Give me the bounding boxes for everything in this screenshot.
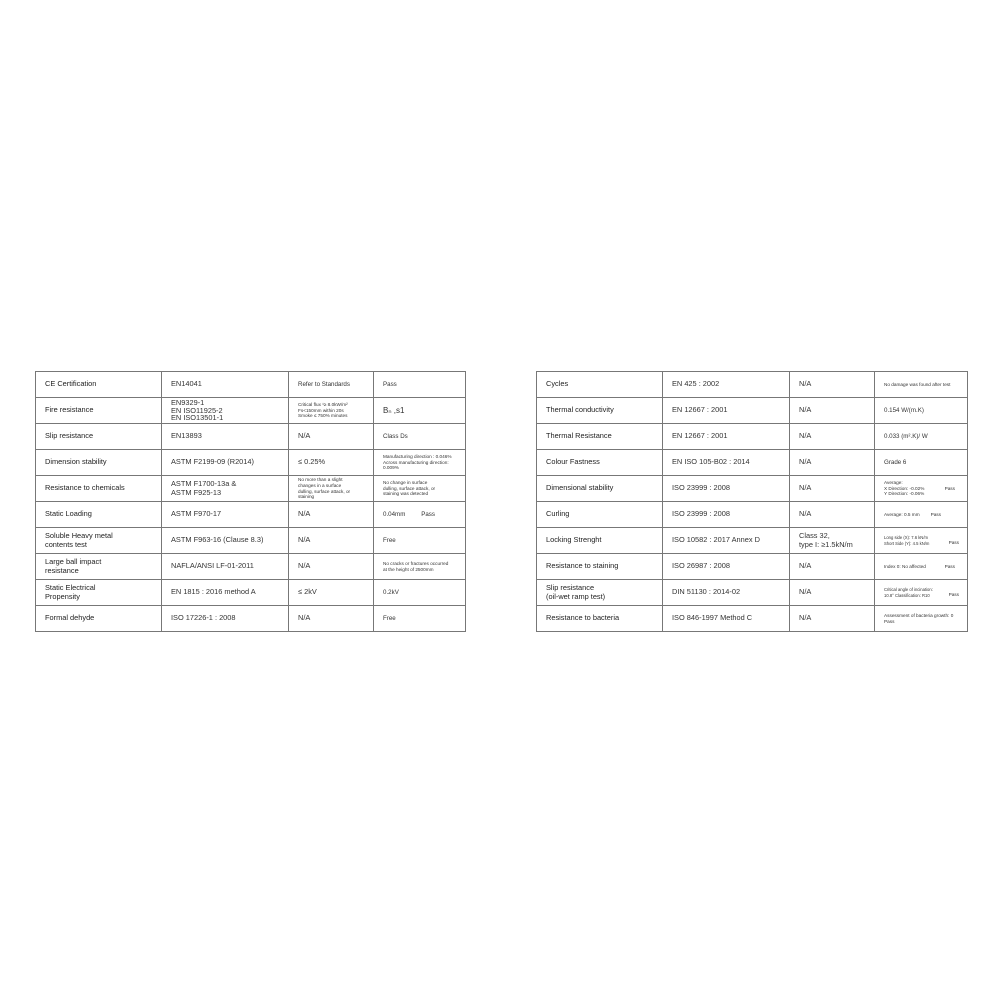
requirement-line: Class 32, [799, 530, 830, 540]
standard-cell: DIN 51130 : 2014-02 [663, 580, 790, 606]
requirement-cell: N/A [790, 424, 875, 450]
result-cell: Pass [374, 372, 466, 398]
result-cell [374, 450, 466, 476]
result-status: Pass [948, 591, 959, 597]
table-row [36, 606, 466, 632]
result-line: Long side (X): 7.6 kN/m [884, 535, 928, 541]
table-row [36, 528, 466, 554]
standard-cell: EN ISO 105-B02 : 2014 [663, 450, 790, 476]
table-row [36, 580, 466, 606]
table-row [36, 372, 466, 398]
standard-cell: ASTM F963-16 (Clause 8.3) [162, 528, 289, 554]
requirement-cell: N/A [790, 450, 875, 476]
requirement-line: Fs<150mm within 20s [298, 407, 344, 413]
standard-line: EN9329-1 [171, 397, 205, 407]
property-line: (oil-wet ramp test) [546, 591, 606, 601]
table-row [537, 502, 968, 528]
table-row [537, 424, 968, 450]
result-cell: Bₙ ,s1 [374, 398, 466, 424]
table-row [36, 554, 466, 580]
result-cell [875, 554, 968, 580]
result-line: No change in surface [383, 480, 428, 486]
result-cell [875, 502, 968, 528]
table-row [36, 424, 466, 450]
result-cell: 0.033 (m².K)/ W [875, 424, 968, 450]
requirement-cell: ≤ 2kV [289, 580, 374, 606]
spec-table-right [536, 371, 968, 632]
requirement-line: type I: ≥1.5kN/m [799, 539, 853, 549]
standard-line: EN ISO13501-1 [171, 413, 224, 423]
table-row [537, 528, 968, 554]
result-line: 10.8° Classification: R10 [884, 592, 930, 598]
property-cell: Resistance to bacteria [537, 606, 663, 632]
result-cell: Free [374, 606, 466, 632]
result-cell: 0.2kV [374, 580, 466, 606]
property-cell [537, 580, 663, 606]
property-cell: Locking Strenght [537, 528, 663, 554]
requirement-cell: N/A [790, 580, 875, 606]
requirement-cell: N/A [289, 606, 374, 632]
property-cell: Colour Fastness [537, 450, 663, 476]
result-status: Pass [944, 485, 955, 491]
property-cell: Cycles [537, 372, 663, 398]
property-line: Soluble Heavy metal [45, 530, 113, 540]
result-cell [374, 554, 466, 580]
result-cell: Class Ds [374, 424, 466, 450]
table-row [537, 398, 968, 424]
standard-cell: ISO 23999 : 2008 [663, 502, 790, 528]
standard-cell: ASTM F970-17 [162, 502, 289, 528]
property-line: Propensity [45, 591, 80, 601]
standard-line: EN ISO11925-2 [171, 405, 223, 415]
requirement-line: staining [298, 494, 315, 500]
property-cell: Static Loading [36, 502, 162, 528]
result-cell [875, 580, 968, 606]
requirement-line: No more than a slight [298, 477, 343, 483]
table-row [537, 606, 968, 632]
property-line: Slip resistance [546, 582, 595, 592]
result-line: dulling, surface attack, or [383, 485, 436, 491]
requirement-line: changes in a surface [298, 482, 342, 488]
result-line: Critical angle of incination: [884, 587, 933, 593]
standard-line: ASTM F1700-13a & [171, 478, 237, 488]
requirement-line: dulling, surface attack, or [298, 488, 351, 494]
table-row [36, 398, 466, 424]
table-row [36, 502, 466, 528]
requirement-cell [289, 476, 374, 502]
property-line: Static Electrical [45, 582, 96, 592]
standard-cell: EN 1815 : 2016 method A [162, 580, 289, 606]
standard-line: ASTM F925-13 [171, 487, 222, 497]
result-cell [875, 528, 968, 554]
requirement-line: Critical flux ¹≥ 8.0kW/m² [298, 402, 348, 408]
result-status: Pass [944, 563, 955, 569]
result-cell [875, 606, 968, 632]
table-row [537, 372, 968, 398]
result-cell: Free [374, 528, 466, 554]
result-status: Pass [421, 510, 435, 518]
result-line: Average: [884, 480, 903, 486]
standard-cell: EN 12667 : 2001 [663, 424, 790, 450]
standard-cell: ISO 23999 : 2008 [663, 476, 790, 502]
requirement-cell: N/A [289, 424, 374, 450]
result-status: Pass [930, 511, 941, 517]
result-line: Pass [884, 618, 895, 624]
property-cell [36, 580, 162, 606]
result-line: X Direction: -0.02% [884, 485, 925, 491]
standard-cell: ISO 10582 : 2017 Annex D [663, 528, 790, 554]
property-cell [36, 554, 162, 580]
property-cell: Thermal Resistance [537, 424, 663, 450]
property-cell: Fire resistance [36, 398, 162, 424]
standard-cell: EN14041 [162, 372, 289, 398]
requirement-cell: N/A [289, 502, 374, 528]
property-line: Large ball impact [45, 556, 102, 566]
property-cell: Slip resistance [36, 424, 162, 450]
standard-cell: EN 425 : 2002 [663, 372, 790, 398]
standard-cell [162, 476, 289, 502]
requirement-cell: N/A [790, 372, 875, 398]
property-cell: Resistance to chemicals [36, 476, 162, 502]
requirement-cell: Refer to Standards [289, 372, 374, 398]
result-line: Short Side (Y): 4.5 kN/m [884, 540, 930, 546]
property-cell: Formal dehyde [36, 606, 162, 632]
table-row [537, 450, 968, 476]
result-line: staining was detected [383, 491, 429, 497]
result-line: Manufacturing direction : 0.046% [383, 454, 452, 460]
result-cell [374, 476, 466, 502]
result-line: Across manufacturing direction: [383, 459, 449, 465]
table-row [36, 476, 466, 502]
property-cell: Dimension stability [36, 450, 162, 476]
property-cell: Thermal conductivity [537, 398, 663, 424]
property-line: contents test [45, 539, 87, 549]
result-cell: 0.154 W/(m.K) [875, 398, 968, 424]
property-cell: Curling [537, 502, 663, 528]
standard-cell: ISO 17226-1 : 2008 [162, 606, 289, 632]
standard-cell: ASTM F2199-09 (R2014) [162, 450, 289, 476]
result-value: Average: 0.5 mm [884, 511, 920, 517]
result-line: No cracks or fractures occurred [383, 560, 449, 566]
requirement-cell: N/A [289, 528, 374, 554]
standard-cell: EN 12667 : 2001 [663, 398, 790, 424]
requirement-cell: ≤ 0.25% [289, 450, 374, 476]
result-line: 0.009% [383, 465, 399, 471]
result-cell [374, 502, 466, 528]
standard-cell: NAFLA/ANSI LF-01-2011 [162, 554, 289, 580]
requirement-cell: N/A [790, 476, 875, 502]
result-line: at the height of 2500mm [383, 566, 434, 572]
table-row [537, 476, 968, 502]
requirement-cell: N/A [790, 398, 875, 424]
result-status: Pass [948, 539, 959, 545]
property-cell [36, 528, 162, 554]
result-line: Assessment of bacteria growth: 0 [884, 612, 954, 618]
requirement-cell: N/A [790, 502, 875, 528]
property-cell: CE Certification [36, 372, 162, 398]
result-value: 0.04mm [383, 510, 406, 518]
result-cell: Grade 6 [875, 450, 968, 476]
standard-cell: ISO 846-1997 Method C [663, 606, 790, 632]
standard-cell: EN13893 [162, 424, 289, 450]
table-row [537, 580, 968, 606]
table-row [36, 450, 466, 476]
requirement-cell: N/A [790, 554, 875, 580]
result-line: Y Direction: -0.06% [884, 491, 925, 497]
spec-table-left [35, 371, 466, 632]
requirement-line: Smoke ≤ 750% minutes [298, 413, 348, 419]
result-value: Index 0: No affected [884, 563, 926, 569]
requirement-cell: N/A [289, 554, 374, 580]
property-line: resistance [45, 565, 79, 575]
table-row [537, 554, 968, 580]
standard-cell [162, 398, 289, 424]
requirement-cell: N/A [790, 606, 875, 632]
property-cell: Dimensional stability [537, 476, 663, 502]
property-cell: Resistance to staining [537, 554, 663, 580]
requirement-cell [790, 528, 875, 554]
result-cell: No damage was found after test [875, 372, 968, 398]
result-cell [875, 476, 968, 502]
requirement-cell [289, 398, 374, 424]
standard-cell: ISO 26987 : 2008 [663, 554, 790, 580]
